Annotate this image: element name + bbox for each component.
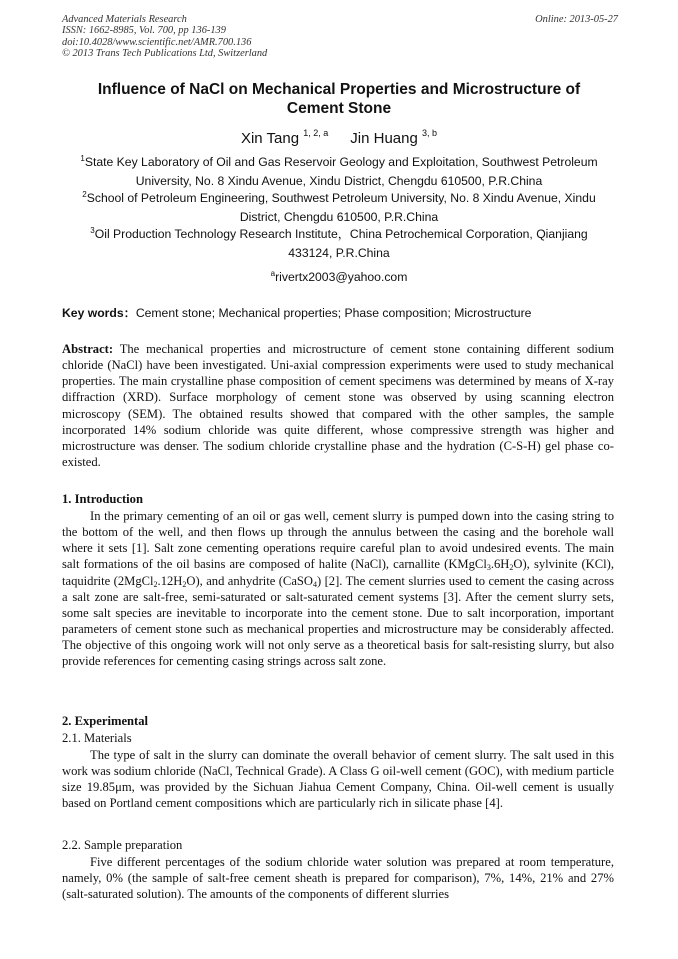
keywords-text: Cement stone; Mechanical properties; Phase composition; Microstructure bbox=[135, 306, 532, 320]
affiliation-3 bbox=[62, 222, 616, 262]
affiliation-1-line-1: State Key Laboratory of Oil and Gas Reservoir Geology and Exploitation, Southwest Petroleum bbox=[84, 155, 598, 169]
email-marker: a bbox=[270, 269, 276, 278]
title-line-1: Influence of NaCl on Mechanical Properties and Microstructure of bbox=[97, 81, 581, 98]
introduction-paragraph: In the primary cementing of an oil or gas well, cement slurry is pumped down into the casing string to the bottom of the well, and then flows up through the annulus between the casing and the borehole wall where it sets [1]. Salt zone cementing operations require careful plan to avoid undesired events. The main salt formations of the oil basins are composed of halite (NaCl), carnallite $(KMgCl_3.6H_2O)$, sylvinite (KCl), taquidrite $(2MgCl_2.12H_2O)$, and anhydrite (CaSO$_4$) [2]. The cement slurries used to cement the casing across a salt zone are salt-free, semi-saturated or salt-saturated cement systems [3]. After the cement slurry sets, some salt species are inevitable to incorporate into the cement stone. Due to salt incorporation, important parameters of cement stone such as mechanical properties and microstructure may be considerably affected. The objective of this ongoing work will not only serve as a theoretical basis for salt-resisting slurry, but also provide references for cementing casing strings across salt zone. bbox=[62, 509, 615, 669]
subsection-heading-sample-preparation: 2.2. Sample preparation bbox=[62, 838, 183, 852]
affiliation-2-marker: 2 bbox=[82, 190, 87, 199]
journal-name: Advanced Materials Research bbox=[62, 14, 187, 25]
email-address[interactable]: rivertx2003@yahoo.com bbox=[275, 270, 408, 284]
author-list bbox=[62, 124, 616, 148]
affiliation-1 bbox=[62, 150, 616, 190]
materials-paragraph bbox=[62, 747, 614, 812]
paper-title bbox=[62, 80, 616, 118]
journal-copyright: © 2013 Trans Tech Publications Ltd, Switzerland bbox=[62, 48, 268, 60]
section-heading-experimental: 2. Experimental bbox=[62, 714, 149, 728]
abstract bbox=[62, 341, 614, 470]
journal-doi: doi:10.4028/www.scientific.net/AMR.700.136 bbox=[62, 36, 252, 48]
affiliation-3-line-1: Oil Production Technology Research Institute，China Petrochemical Corporation, Qianjiang bbox=[94, 227, 588, 241]
sample-preparation-paragraph bbox=[62, 854, 614, 902]
abstract-text: The mechanical properties and microstructure of cement stone containing different sodium chloride (NaCl) have been investigated. Uni-axial compression experiments were used to study mechanical properties. The main crystalline phase composition of cement specimens was determined by means of X-ray diffraction (XRD). Surface morphology of cement stone was observed by using scanning electron microscopy (SEM). The obtained results showed that compared with the other samples, the sample incorporated 14% sodium chloride was quite different, whose compressive strength was higher and microstructure was denser. The sodium chloride crystalline phase and the hydration (C-S-H) gel phase co-existed. bbox=[62, 342, 614, 470]
author-1-affil-marker: 1, 2, a bbox=[303, 128, 329, 138]
affiliation-3-line-2: 433124, P.R.China bbox=[288, 245, 390, 260]
affiliation-3-marker: 3 bbox=[90, 226, 95, 235]
section-heading-introduction: 1. Introduction bbox=[62, 492, 143, 506]
affiliation-2-line-1: School of Petroleum Engineering, Southwest Petroleum University, No. 8 Xindu Avenue, Xindu bbox=[86, 191, 596, 205]
affiliation-1-line-2: University, No. 8 Xindu Avenue, Xindu District, Chengdu 610500, P.R.China bbox=[135, 173, 543, 188]
affiliation-1-marker: 1 bbox=[80, 154, 85, 163]
sample-preparation-text: Five different percentages of the sodium chloride water solution was prepared at room temperature, namely, 0% (the sample of salt-free cement sheath is prepared for comparison), 7%, 14%, 21% and 27% (salt-saturated solution). The amounts of the components of different slurries bbox=[62, 855, 614, 902]
journal-issn: ISSN: 1662-8985, Vol. 700, pp 136-139 bbox=[62, 25, 226, 37]
materials-text: The type of salt in the slurry can dominate the overall behavior of cement slurry. The salt used in this work was sodium chloride (NaCl, Technical Grade). A Class G oil-well cement (GOC), with medium particle size 19.85μm, was provided by the Sichuan Jiahua Cement Company, China. Oil-well cement is usually based on Portland cement compositions which are particularly rich in silicate phase [4]. bbox=[62, 748, 614, 811]
online-date: Online: 2013-05-27 bbox=[535, 14, 618, 25]
journal-header bbox=[62, 14, 618, 60]
affiliation-2 bbox=[62, 186, 616, 226]
subsection-heading-materials: 2.1. Materials bbox=[62, 731, 132, 745]
keywords-label: Key words： bbox=[62, 306, 136, 320]
author-1: Xin Tang bbox=[240, 130, 300, 147]
author-2: Jin Huang bbox=[350, 130, 418, 147]
author-email bbox=[62, 266, 616, 285]
author-2-affil-marker: 3, b bbox=[422, 128, 438, 138]
title-line-2: Cement Stone bbox=[286, 100, 392, 117]
keywords bbox=[62, 305, 618, 321]
affiliation-2-line-2: District, Chengdu 610500, P.R.China bbox=[239, 209, 439, 224]
abstract-label: Abstract: bbox=[62, 342, 114, 356]
